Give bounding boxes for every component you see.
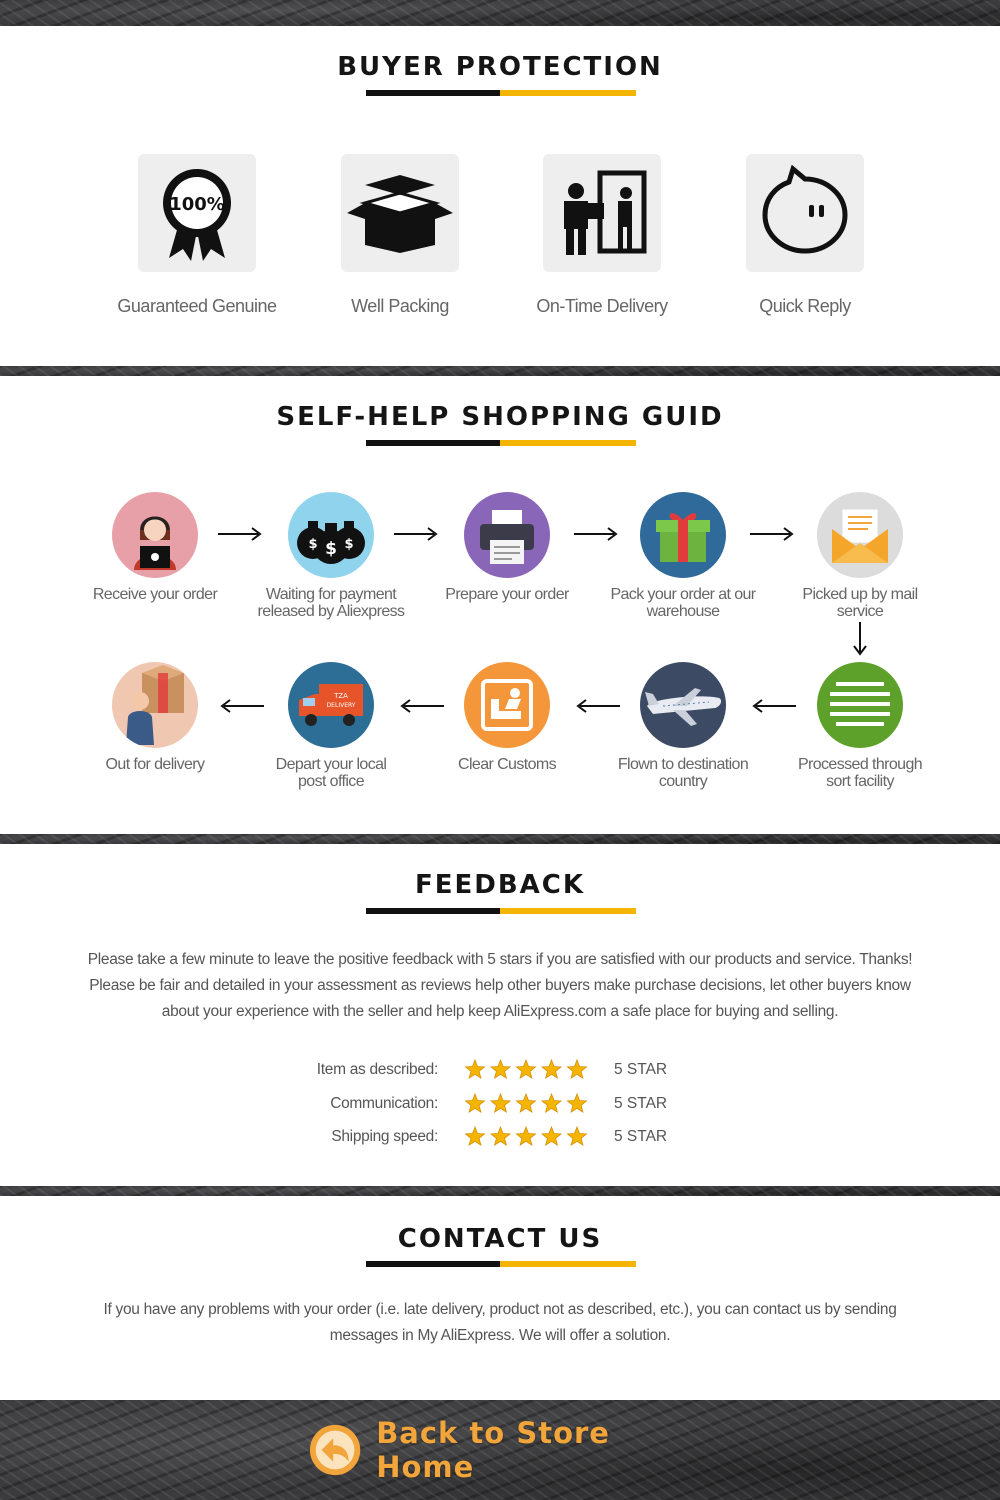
chat-bubble-icon [757, 165, 853, 261]
step-pack-order [640, 492, 726, 578]
step-sort-facility [817, 662, 903, 748]
courier-icon [120, 665, 190, 745]
rating-label: Shipping speed: [331, 1128, 438, 1145]
delivery-card [543, 154, 661, 272]
packing-label: Well Packing [351, 296, 449, 316]
step-label: Waiting for payment released by Aliexpress [257, 586, 405, 620]
rating-row [0, 1059, 1000, 1083]
arrow-left-icon [218, 698, 264, 714]
step-depart-post [288, 662, 374, 748]
customer-service-icon [120, 500, 190, 570]
rating-value: 5 STAR [614, 1128, 668, 1145]
step-flown [640, 662, 726, 748]
svg-text:100%: 100% [169, 194, 225, 215]
star-icon [567, 1060, 586, 1078]
reply-label: Quick Reply [759, 296, 851, 316]
feedback-paragraph: Please take a few minute to leave the positive feedback with 5 stars if you are satisfied with our products and service. Thanks! Please be fair and detailed in your assessment as reviews help other buyers make purchase decisions, let other buyers know about your experience with the seller and help keep AliExpress.com a safe place for buying and selling. [87, 951, 913, 1020]
star-rating [465, 1126, 595, 1148]
star-icon [567, 1094, 586, 1112]
reply-card [746, 154, 864, 272]
star-icon [542, 1060, 561, 1078]
step-label: Out for delivery [105, 756, 205, 773]
sort-lines-icon [830, 680, 890, 730]
step-label: Flown to destination country [617, 756, 749, 790]
star-icon [542, 1127, 561, 1145]
star-icon [516, 1060, 535, 1078]
stone-band-3 [0, 1186, 1000, 1196]
rating-row [0, 1093, 1000, 1117]
delivery-label: On-Time Delivery [536, 296, 668, 316]
packing-card [341, 154, 459, 272]
step-label: Receive your order [92, 586, 218, 603]
back-arrow-icon [308, 1422, 362, 1478]
step-label: Picked up by mail service [802, 586, 918, 620]
stone-band-2 [0, 834, 1000, 844]
arrow-right-icon [574, 526, 620, 542]
guarantee-label: Guaranteed Genuine [117, 296, 277, 316]
section-title: BUYER PROTECTION [337, 52, 663, 82]
guarantee-badge-icon [157, 163, 237, 263]
star-icon [491, 1094, 510, 1112]
title-underline [366, 908, 636, 914]
rating-label: Item as described: [316, 1061, 438, 1078]
star-icon [567, 1127, 586, 1145]
rating-label: Communication: [330, 1095, 438, 1112]
back-to-store-label: Back to Store Home [376, 1416, 610, 1484]
money-bags-icon [293, 505, 369, 565]
guarantee-card [138, 154, 256, 272]
star-rating [465, 1093, 595, 1115]
title-underline [366, 440, 636, 446]
title-underline [366, 1261, 636, 1267]
svg-text:$: $ [344, 537, 354, 552]
arrow-down-icon [852, 622, 868, 656]
arrow-left-icon [750, 698, 796, 714]
step-waiting-payment [288, 492, 374, 578]
star-icon [465, 1127, 484, 1145]
truck-icon [295, 680, 367, 730]
step-label: Clear Customs [457, 756, 556, 773]
rating-value: 5 STAR [614, 1095, 668, 1112]
gift-icon [652, 504, 714, 566]
envelope-icon [828, 505, 892, 565]
star-icon [465, 1060, 484, 1078]
svg-text:DELIVERY: DELIVERY [326, 702, 356, 709]
star-icon [491, 1127, 510, 1145]
step-label: Pack your order at our warehouse [610, 586, 756, 620]
step-receive-order [112, 492, 198, 578]
arrow-left-icon [574, 698, 620, 714]
star-icon [465, 1094, 484, 1112]
box-icon [345, 173, 455, 253]
step-prepare-order [464, 492, 550, 578]
arrow-left-icon [398, 698, 444, 714]
section-title: CONTACT US [397, 1224, 603, 1254]
rating-value: 5 STAR [614, 1061, 668, 1078]
star-icon [516, 1127, 535, 1145]
star-icon [516, 1094, 535, 1112]
arrow-right-icon [394, 526, 440, 542]
section-title: FEEDBACK [414, 870, 586, 900]
contact-paragraph: If you have any problems with your order (i.e. late delivery, product not as described, etc.), you can contact us by sending messages in My AliExpress. We will offer a solution. [103, 1301, 897, 1344]
step-picked-up [817, 492, 903, 578]
step-customs [464, 662, 550, 748]
step-out-for-delivery [112, 662, 198, 748]
rating-row [0, 1126, 1000, 1150]
stone-band-1 [0, 366, 1000, 376]
back-to-store-button[interactable] [308, 1416, 708, 1484]
svg-text:$: $ [308, 537, 318, 552]
step-label: Depart your local post office [275, 756, 387, 790]
star-icon [491, 1060, 510, 1078]
title-underline [366, 90, 636, 96]
stone-band-top [0, 0, 1000, 26]
star-rating [465, 1059, 595, 1081]
airplane-icon [643, 680, 723, 730]
printer-icon [472, 500, 542, 570]
step-label: Prepare your order [445, 586, 569, 603]
delivery-person-icon [554, 165, 650, 261]
svg-text:TZA: TZA [334, 692, 348, 700]
svg-text:$: $ [325, 539, 337, 559]
arrow-right-icon [218, 526, 264, 542]
step-label: Processed through sort facility [797, 756, 923, 790]
arrow-right-icon [750, 526, 796, 542]
star-icon [542, 1094, 561, 1112]
section-title: SELF-HELP SHOPPING GUID [276, 402, 724, 432]
customs-icon [477, 675, 537, 735]
